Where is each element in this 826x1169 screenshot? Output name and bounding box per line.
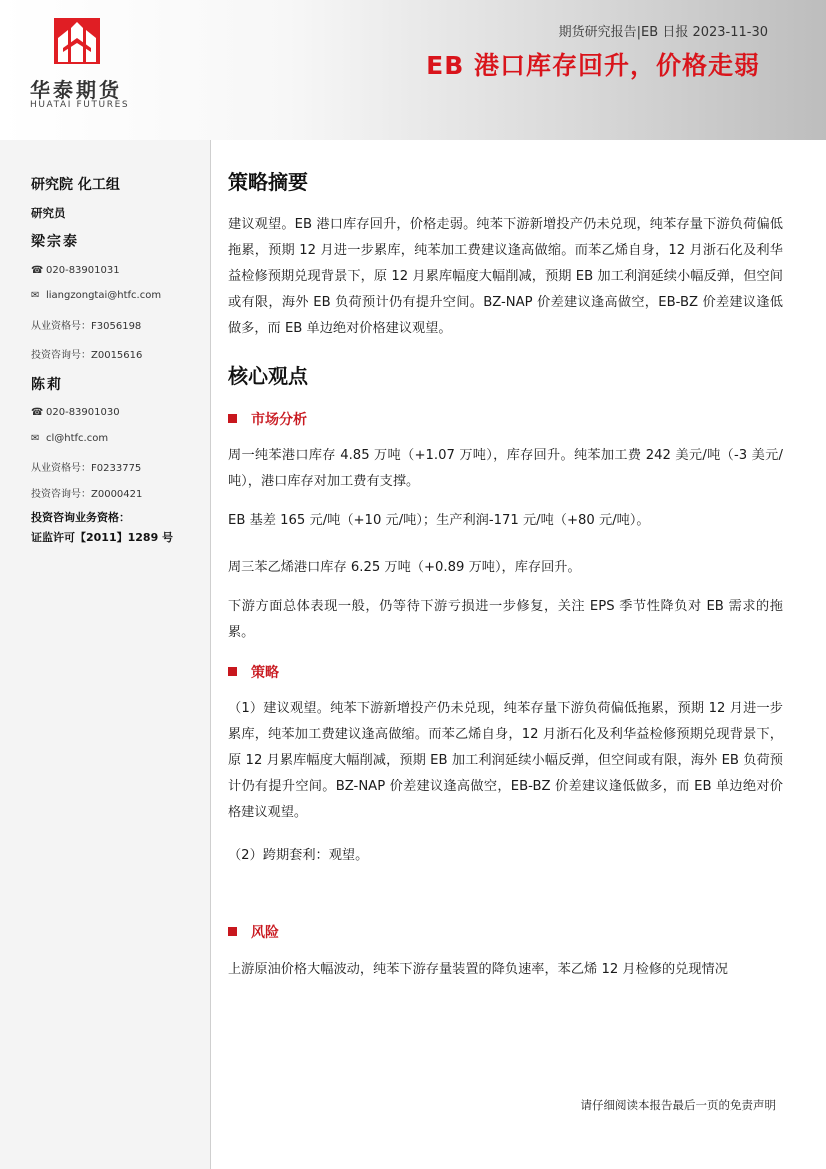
advisory-number: 投资咨询号：Z0000421 [31,489,143,500]
author-sidebar [0,140,210,1169]
analyst-name: 梁宗泰 [31,234,79,250]
strategy-label: 策略 [251,665,279,681]
strategy-paragraph: （2）跨期套利：观望。 [228,848,369,863]
phone-number: 020-83901030 [46,407,120,418]
report-title: EB 港口库存回升，价格走弱 [426,51,760,80]
advisory-number: 投资咨询号：Z0015616 [31,350,143,361]
huatai-logo-icon [54,18,100,64]
qualification-number: 从业资格号：F0233775 [31,463,142,474]
analyst-phone [31,265,120,276]
market-paragraph: 周三苯乙烯港口库存 6.25 万吨（+0.89 万吨），库存回升。 [228,560,581,575]
license-number: 证监许可【2011】1289 号 [31,531,174,544]
analyst-email [31,290,161,301]
email-address[interactable]: cl@htfc.com [46,433,109,444]
summary-heading: 策略摘要 [228,170,308,194]
logo-chinese-name: 华泰期货 [30,78,122,102]
logo-english-name: HUATAI FUTURES [30,100,130,110]
summary-paragraph: 建议观望。EB 港口库存回升，价格走弱。纯苯下游新增投产仍未兑现，纯苯存量下游负荷偏低拖累，预期 12 月进一步累库，纯苯加工费建议逢高做缩。而苯乙烯自身，12 月浙石化及利华益检修预期兑现背景下，原 12 月累库幅度大幅削减，预期 EB 加工利润延续小幅反弹，但空间或有限，海外 EB 负荷预计仍有提升空间。BZ-NAP 价差建议逢高做空，EB-BZ 价差建议逢低做多，而 EB 单边绝对价格建议观望。 [228,217,783,336]
market-analysis-label: 市场分析 [251,412,307,428]
strategy-paragraph: （1）建议观望。纯苯下游新增投产仍未兑现，纯苯存量下游负荷偏低拖累，预期 12 月进一步累库，纯苯加工费建议逢高做缩。而苯乙烯自身，12 月浙石化及利华益检修预期兑现背景下，原 12 月累库幅度大幅削减，预期 EB 加工利润延续小幅反弹，但空间或有限，海外 EB 负荷预计仍有提升空间。BZ-NAP 价差建议逢高做空，EB-BZ 价差建议逢低做多，而 EB 单边绝对价格建议观望。 [228,701,783,820]
phone-number: 020-83901031 [46,265,120,276]
mail-icon: ✉ [31,433,40,444]
phone-icon: ☎ [31,265,44,276]
mail-icon: ✉ [31,290,40,301]
market-analysis-heading [228,409,307,429]
analyst-phone [31,407,120,418]
market-paragraph: 下游方面总体表现一般，仍等待下游亏损进一步修复，关注 EPS 季节性降负对 EB 需求的拖累。 [228,599,783,640]
phone-icon: ☎ [31,407,44,418]
analyst-name: 陈莉 [31,377,63,393]
risk-label: 风险 [251,925,279,941]
bullet-square-icon [228,414,237,423]
report-header [0,0,826,140]
license-label: 投资咨询业务资格： [31,511,130,524]
report-meta: 期货研究报告|EB 日报 2023-11-30 [558,25,768,40]
bullet-square-icon [228,927,237,936]
market-paragraph: EB 基差 165 元/吨（+10 元/吨）；生产利润-171 元/吨（+80 元/吨）。 [228,513,650,528]
analyst-email [31,433,108,444]
core-views-heading: 核心观点 [228,364,308,388]
qualification-number: 从业资格号：F3056198 [31,321,142,332]
column-divider [210,140,211,1169]
department: 研究院 化工组 [31,177,120,193]
bullet-square-icon [228,667,237,676]
risk-paragraph: 上游原油价格大幅波动，纯苯下游存量装置的降负速率，苯乙烯 12 月检修的兑现情况 [228,962,728,977]
role-label: 研究员 [31,206,66,220]
email-address[interactable]: liangzongtai@htfc.com [46,290,162,301]
risk-heading [228,922,279,942]
strategy-heading [228,662,279,682]
market-paragraph: 周一纯苯港口库存 4.85 万吨（+1.07 万吨），库存回升。纯苯加工费 242 美元/吨（-3 美元/吨），港口库存对加工费有支撑。 [228,448,783,489]
disclaimer-note: 请仔细阅读本报告最后一页的免责声明 [580,1098,776,1112]
